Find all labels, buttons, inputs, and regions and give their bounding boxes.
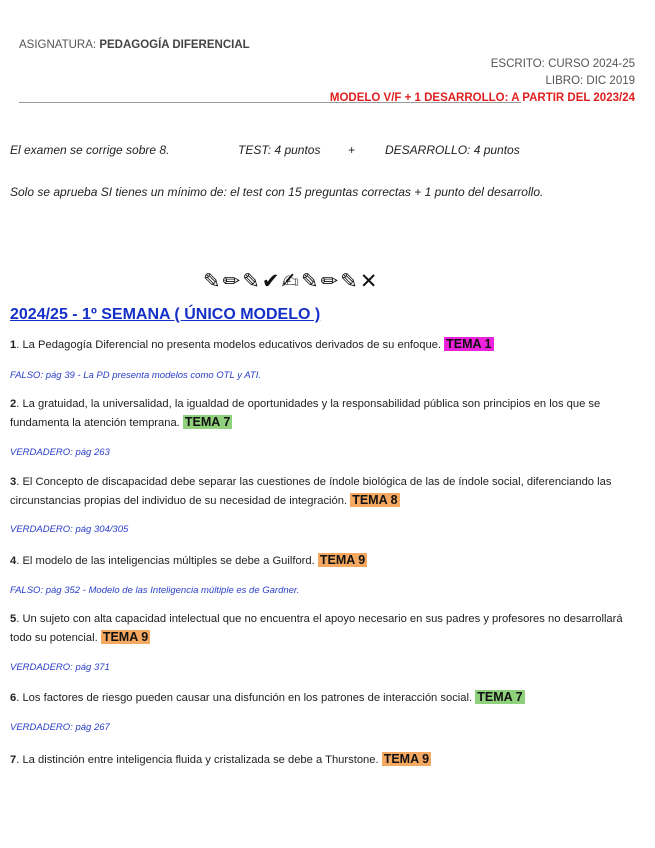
question-number: 3: [10, 476, 17, 488]
question-number: 1: [10, 339, 17, 351]
book-date: LIBRO: DIC 2019: [545, 75, 635, 87]
grading-development: DESARROLLO: 4 puntos: [385, 143, 520, 157]
question-1: 1. La Pedagogía Diferencial no presenta modelos educativos derivados de su enfoque. TEMA 1: [10, 337, 492, 351]
question-text: La gratuidad, la universalidad, la igualdad de oportunidades y la responsabilidad pública son principios en los que se fundamenta la atención temprana.: [10, 398, 601, 429]
answer-3: VERDADERO: pág 304/305: [10, 524, 129, 535]
question-5: 5. Un sujeto con alta capacidad intelectual que no encuentra el apoyo necesario en sus padres y profesores no desarrollará todo su potencial. TEMA 9: [10, 613, 623, 644]
tema-badge: TEMA 7: [477, 690, 523, 704]
decorative-symbols: [203, 268, 458, 294]
exam-model: MODELO V/F + 1 DESARROLLO: A PARTIR DEL 2023/24: [329, 92, 635, 104]
question-text: Un sujeto con alta capacidad intelectual que no encuentra el apoyo necesario en sus padres y profesores no desarrollará todo su potencial.: [10, 613, 623, 644]
pencil-icon: ✎: [203, 269, 221, 293]
question-6: 6. Los factores de riesgo pueden causar una disfunción en los patrones de interacción social. TEMA 7: [10, 690, 523, 704]
tema-badge: TEMA 9: [319, 553, 366, 567]
question-4: 4. El modelo de las inteligencias múltiples se debe a Guilford. TEMA 9: [10, 553, 366, 567]
pencil-icon: ✎: [340, 269, 358, 293]
written-course: ESCRITO: CURSO 2024-25: [490, 58, 635, 70]
pencil-icon: ✏: [222, 269, 241, 293]
question-number: 4: [10, 555, 17, 567]
grading-plus: +: [348, 143, 356, 157]
pass-rule: Solo se aprueba SI tienes un mínimo de: el test con 15 preguntas correctas + 1 punto del desarrollo.: [10, 185, 544, 199]
answer-6: VERDADERO: pág 267: [10, 722, 110, 733]
question-text: La distinción entre inteligencia fluida y cristalizada se debe a Thurstone.: [19, 754, 382, 766]
question-text: El modelo de las inteligencias múltiples se debe a Guilford.: [19, 555, 318, 567]
tema-badge: TEMA 7: [184, 414, 231, 429]
answer-1: FALSO: pág 39 - La PD presenta modelos como OTL y ATI.: [10, 370, 261, 381]
pencil-icon: ✎: [242, 269, 260, 293]
subject-name: PEDAGOGÍA DIFERENCIAL: [99, 39, 250, 51]
header-divider: [19, 102, 521, 103]
tema-badge: TEMA 9: [102, 629, 149, 644]
tema-badge: TEMA 1: [446, 337, 492, 351]
check-icon: ✔: [261, 269, 280, 293]
grading-test: TEST: 4 puntos: [238, 143, 321, 157]
question-3: 3. El Concepto de discapacidad debe separar las cuestiones de índole biológica de las de índole social, diferenciando las circunstancias propias del individuo de su necesidad de integración. TEMA 8: [10, 476, 612, 507]
answer-4: FALSO: pág 352 - Modelo de las Inteligencia múltiple es de Gardner.: [10, 585, 300, 596]
question-number: 2: [10, 398, 17, 410]
question-text: La Pedagogía Diferencial no presenta modelos educativos derivados de su enfoque.: [19, 339, 445, 351]
question-text: El Concepto de discapacidad debe separar las cuestiones de índole biológica de las de índole social, diferenciando las circunstancias propias del individuo de su necesidad de integración.: [10, 476, 612, 507]
question-7: 7. La distinción entre inteligencia fluida y cristalizada se debe a Thurstone. TEMA 9: [10, 752, 430, 766]
writing-hand-icon: ✍: [281, 269, 300, 293]
grading-base: El examen se corrige sobre 8.: [10, 143, 170, 157]
exam-info: [330, 56, 635, 107]
tema-badge: TEMA 8: [352, 492, 398, 507]
answer-5: VERDADERO: pág 371: [10, 662, 110, 673]
question-number: 6: [10, 692, 17, 704]
question-number: 7: [10, 754, 17, 766]
question-text: Los factores de riesgo pueden causar una disfunción en los patrones de interacción social.: [19, 692, 476, 704]
question-number: 5: [10, 613, 17, 625]
question-2: 2. La gratuidad, la universalidad, la igualdad de oportunidades y la responsabilidad pública son principios en los que se fundamenta la atención temprana. TEMA 7: [10, 398, 601, 429]
cross-icon: ✕: [359, 269, 378, 293]
subject-label: ASIGNATURA:: [19, 39, 97, 51]
pencil-icon: ✎: [301, 269, 319, 293]
week-title: 2024/25 - 1º SEMANA ( ÚNICO MODELO ): [10, 306, 321, 323]
subject-line: [19, 39, 250, 51]
answer-2: VERDADERO: pág 263: [10, 447, 110, 458]
pencil-icon: ✏: [320, 269, 339, 293]
tema-badge: TEMA 9: [383, 752, 430, 766]
